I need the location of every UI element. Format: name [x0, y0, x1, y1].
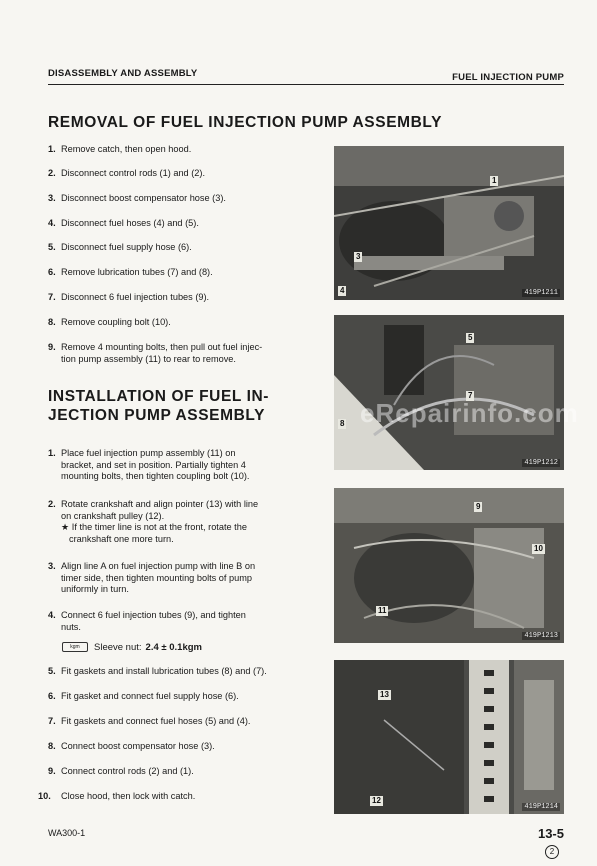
- page-number: 13-5: [537, 826, 564, 841]
- callout-3: 3: [356, 252, 361, 261]
- installation-step: 3. Align line A on fuel injection pump with line B on timer side, then tighten mounting bolts of pump uniformly in turn.: [48, 561, 256, 594]
- removal-step: 4. Disconnect fuel hoses (4) and (5).: [48, 218, 199, 228]
- installation-step: 4. Connect 6 fuel injection tubes (9), and tighten nuts.: [48, 610, 246, 632]
- removal-step: 3. Disconnect boost compensator hose (3).: [48, 193, 226, 203]
- section-header: DISASSEMBLY AND ASSEMBLY: [48, 68, 198, 79]
- header-rule: [48, 84, 564, 85]
- callout-13: 13: [380, 690, 389, 699]
- callout-11: 11: [378, 606, 387, 615]
- installation-title: INSTALLATION OF FUEL IN- JECTION PUMP ASSEMBLY: [48, 388, 270, 424]
- removal-title: REMOVAL OF FUEL INJECTION PUMP ASSEMBLY: [48, 114, 443, 131]
- photo-code: 419P1213: [524, 632, 558, 640]
- photo-injection-tubes: [334, 488, 564, 643]
- callout-5: 5: [468, 333, 473, 342]
- photo-fuel-hoses: [334, 315, 564, 470]
- photo-texture: [334, 146, 564, 300]
- installation-step: 8. Connect boost compensator hose (3).: [48, 741, 215, 751]
- removal-step: 9. Remove 4 mounting bolts, then pull out fuel injec- tion pump assembly (11) to rear to remove.: [48, 342, 263, 364]
- torque-value: 2.4 ± 0.1kgm: [145, 642, 202, 653]
- installation-step: 10. Close hood, then lock with catch.: [38, 791, 196, 801]
- callout-10: 10: [534, 544, 543, 553]
- removal-step: 6. Remove lubrication tubes (7) and (8).: [48, 267, 213, 277]
- installation-step: 5. Fit gaskets and install lubrication tubes (8) and (7).: [48, 666, 267, 676]
- removal-step: 8. Remove coupling bolt (10).: [48, 317, 171, 327]
- callout-4: 4: [340, 286, 345, 295]
- callout-12: 12: [372, 796, 381, 805]
- callout-7: 7: [468, 391, 473, 400]
- removal-step: 2. Disconnect control rods (1) and (2).: [48, 168, 205, 178]
- photo-texture: [334, 660, 564, 814]
- chapter-header: FUEL INJECTION PUMP: [452, 72, 564, 83]
- callout-8: 8: [340, 419, 345, 428]
- model-number: WA300-1: [48, 828, 86, 838]
- torque-spec: [62, 642, 202, 653]
- removal-step: 7. Disconnect 6 fuel injection tubes (9).: [48, 292, 210, 302]
- removal-step: 1. Remove catch, then open hood.: [48, 144, 192, 154]
- torque-wrench-icon: kgm: [62, 642, 88, 652]
- installation-step: 1. Place fuel injection pump assembly (11) on bracket, and set in position. Partially tighten 4 mounting bolts, then tighten coupling bolt (10).: [48, 448, 250, 481]
- installation-step: 7. Fit gaskets and connect fuel hoses (5) and (4).: [48, 716, 251, 726]
- installation-step: 2. Rotate crankshaft and align pointer (13) with line on crankshaft pulley (12). ★ If the timer line is not at the front, rotate the crankshaft one more turn.: [48, 499, 259, 544]
- torque-label: Sleeve nut:: [94, 642, 142, 653]
- installation-step: 9. Connect control rods (2) and (1).: [48, 766, 194, 776]
- photo-fuel-pump-linkage: [334, 146, 564, 300]
- photo-texture: [334, 488, 564, 643]
- watermark: eRepairinfo.com: [360, 398, 579, 428]
- photo-code: 419P1212: [524, 459, 558, 467]
- photo-code: 419P1211: [524, 289, 558, 297]
- photo-crankshaft-pulley: [334, 660, 564, 814]
- callout-9: 9: [476, 502, 481, 511]
- callout-1: 1: [492, 176, 497, 185]
- revision-badge: 2: [545, 845, 559, 859]
- removal-step: 5. Disconnect fuel supply hose (6).: [48, 242, 192, 252]
- installation-step: 6. Fit gasket and connect fuel supply hose (6).: [48, 691, 239, 701]
- photo-texture: [334, 315, 564, 470]
- photo-code: 419P1214: [524, 803, 558, 811]
